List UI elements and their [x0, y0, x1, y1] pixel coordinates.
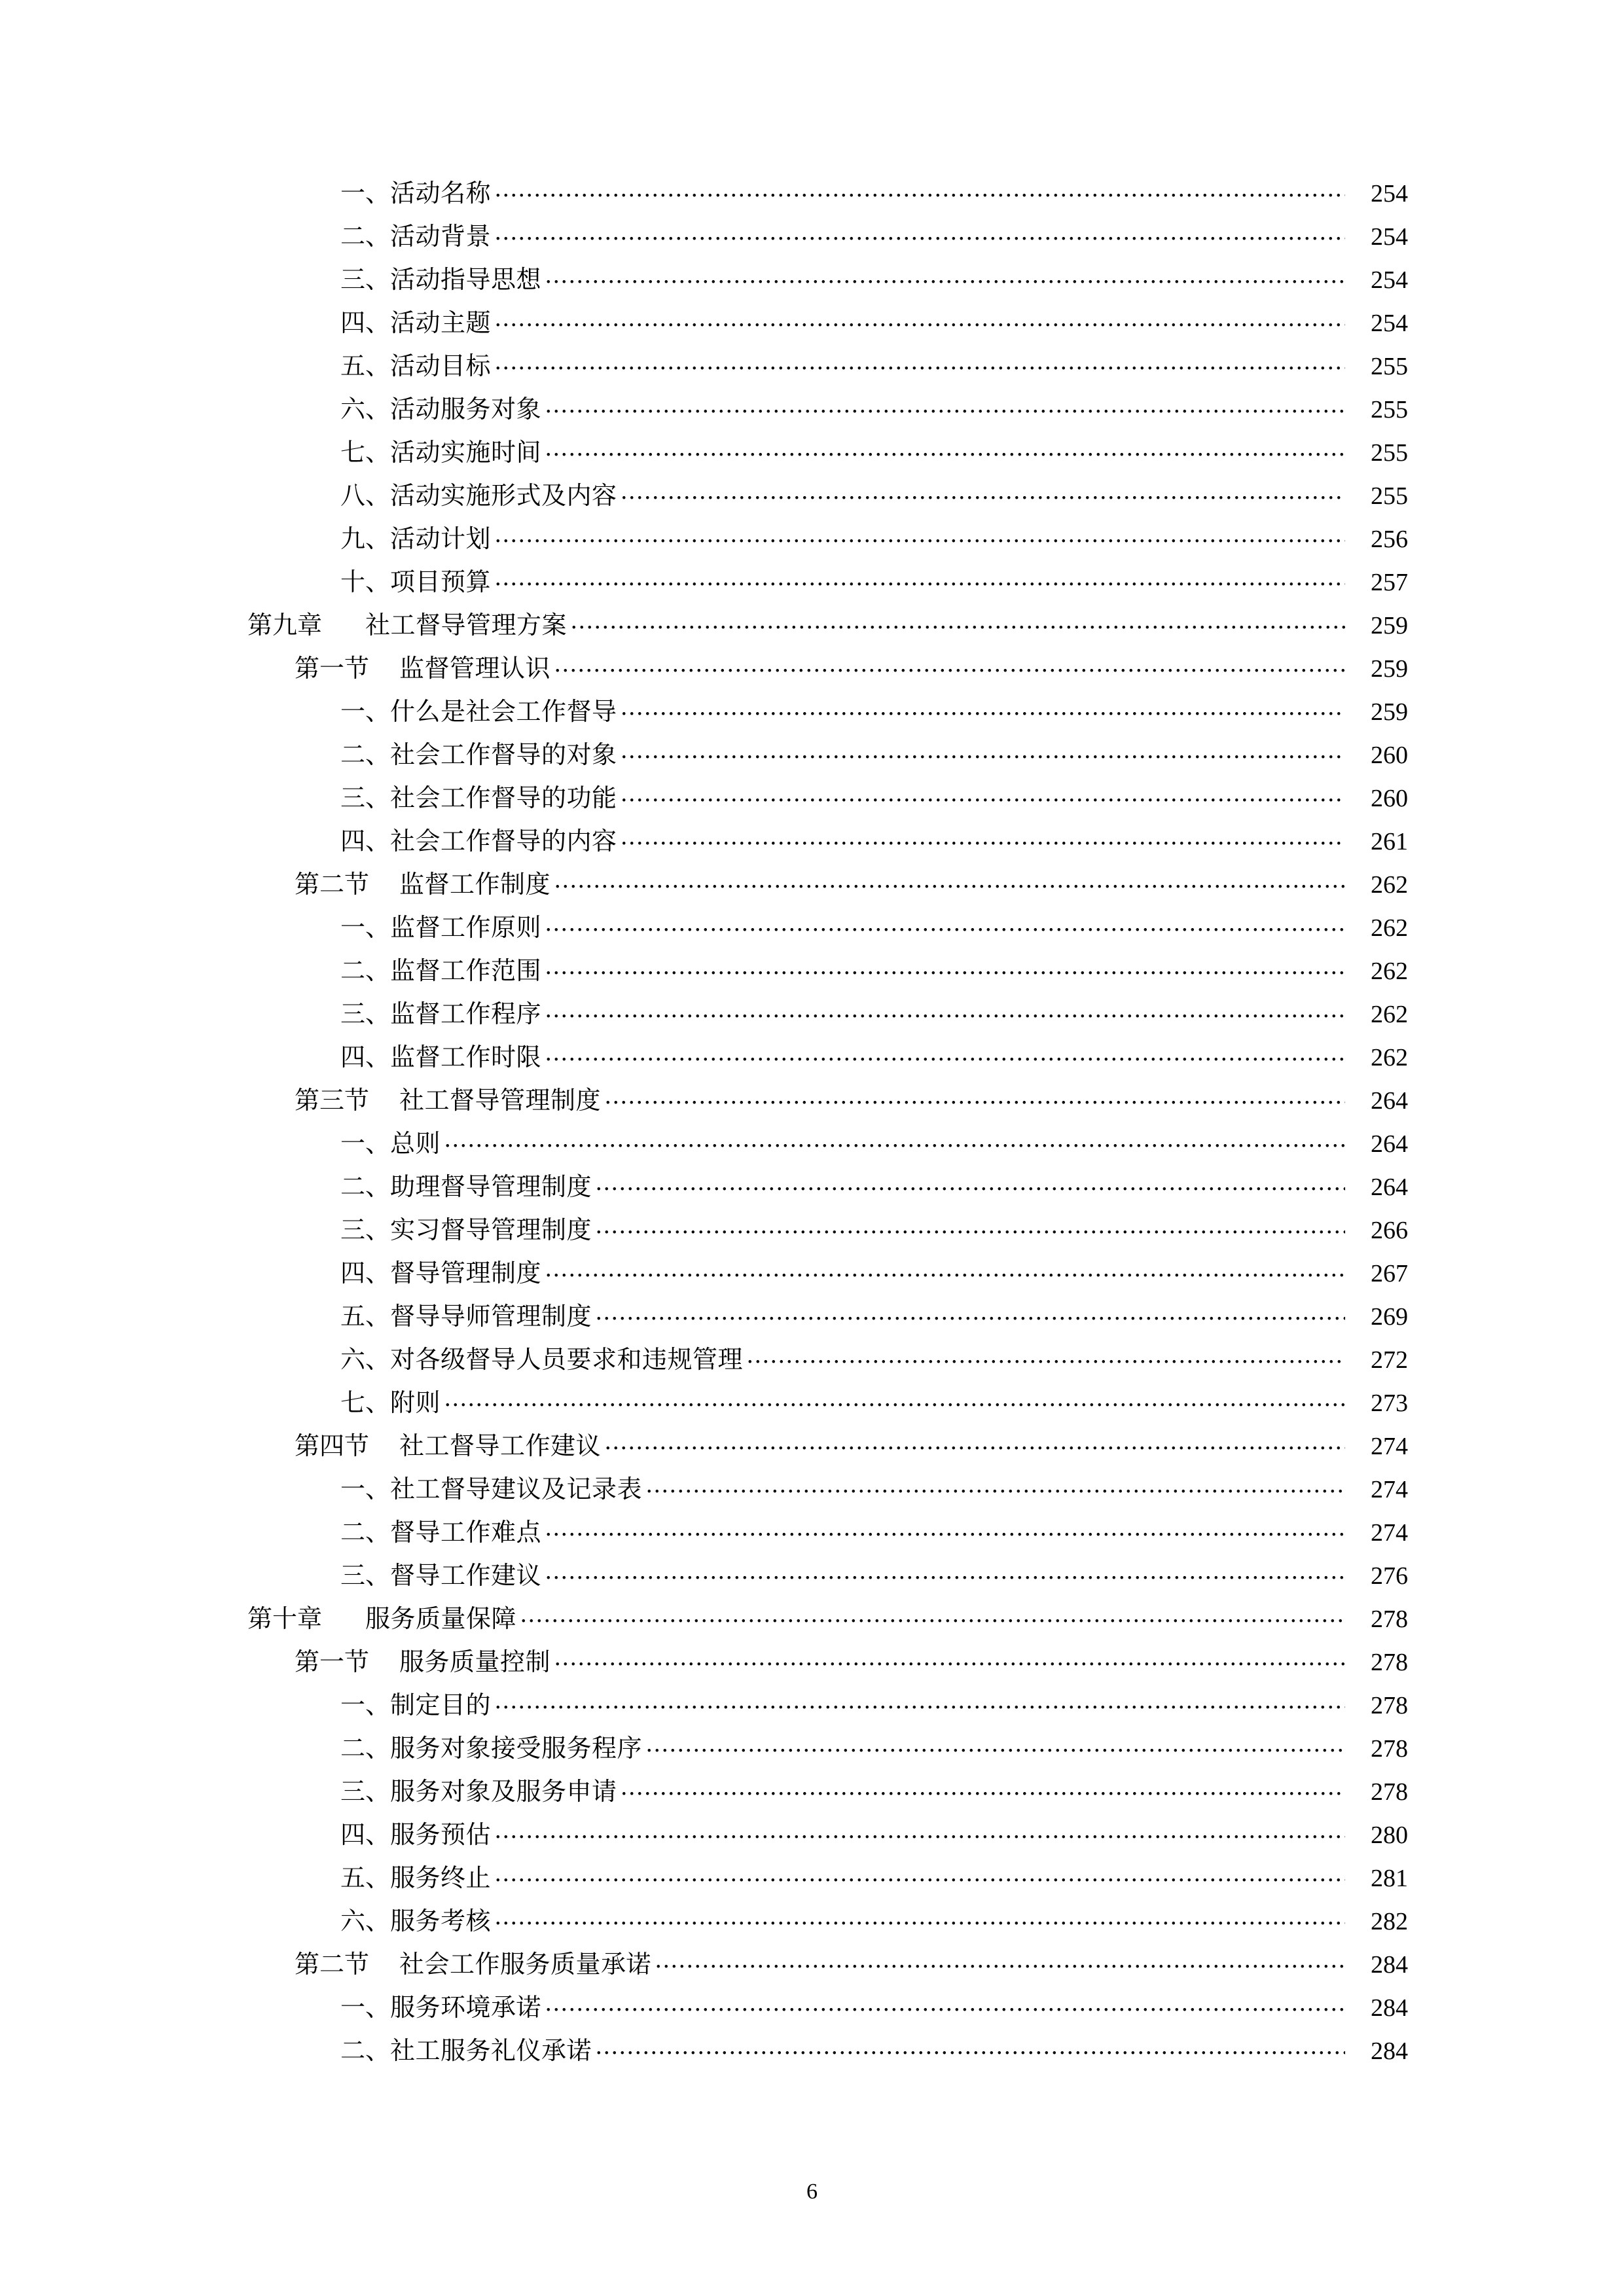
toc-entry[interactable] — [216, 1645, 1408, 1689]
toc-entry-page: 260 — [1371, 742, 1408, 769]
toc-entry[interactable] — [216, 997, 1408, 1041]
toc-entry-label: 活动目标 — [390, 353, 492, 380]
toc-entry[interactable] — [216, 868, 1408, 911]
toc-leader-dots — [621, 1775, 1345, 1800]
toc-entry-number: 九、 — [340, 526, 391, 553]
toc-leader-dots — [444, 1386, 1345, 1411]
toc-entry-number: 二、 — [340, 223, 391, 251]
toc-entry[interactable] — [216, 1732, 1408, 1775]
toc-entry-label: 活动背景 — [390, 223, 492, 251]
toc-entry-number: 六、 — [340, 396, 391, 423]
toc-entry-label: 什么是社会工作督导 — [390, 698, 617, 726]
toc-entry-page: 278 — [1371, 1735, 1408, 1763]
toc-entry[interactable] — [216, 695, 1408, 738]
toc-entry-number: 十、 — [340, 569, 391, 596]
toc-entry-label: 社工督导建议及记录表 — [390, 1476, 643, 1503]
toc-entry-label: 活动服务对象 — [390, 396, 542, 423]
toc-entry-page: 276 — [1371, 1562, 1408, 1590]
toc-leader-dots — [646, 1732, 1345, 1757]
toc-entry[interactable] — [216, 609, 1408, 652]
toc-entry-label: 服务预估 — [390, 1821, 492, 1849]
toc-leader-dots — [444, 1127, 1345, 1152]
toc-entry[interactable] — [216, 1386, 1408, 1429]
toc-entry-page: 264 — [1371, 1130, 1408, 1158]
toc-entry-number: 一、 — [340, 180, 391, 207]
toc-entry-number: 第二节 — [295, 1951, 370, 1979]
toc-entry-label: 服务环境承诺 — [390, 1994, 542, 2022]
toc-entry-page: 284 — [1371, 1951, 1408, 1979]
toc-leader-dots — [495, 306, 1345, 331]
toc-entry[interactable] — [216, 1429, 1408, 1473]
toc-leader-dots — [545, 1041, 1345, 1066]
toc-entry-number: 第一节 — [295, 1649, 370, 1676]
toc-entry[interactable] — [216, 1257, 1408, 1300]
toc-entry-label: 监督管理认识 — [399, 655, 551, 683]
toc-entry-label: 实习督导管理制度 — [390, 1217, 592, 1244]
toc-entry-page: 284 — [1371, 2037, 1408, 2065]
toc-entry-number: 一、 — [340, 698, 391, 726]
toc-leader-dots — [747, 1343, 1345, 1368]
toc-entry[interactable] — [216, 1991, 1408, 2034]
toc-entry-page: 266 — [1371, 1217, 1408, 1244]
toc-entry-page: 274 — [1371, 1519, 1408, 1547]
toc-entry-label: 活动名称 — [390, 180, 492, 207]
toc-leader-dots — [545, 263, 1345, 288]
toc-leader-dots — [520, 1602, 1345, 1627]
toc-entry-number: 三、 — [340, 1562, 391, 1590]
toc-entry-number: 四、 — [340, 1260, 391, 1287]
toc-entry[interactable] — [216, 954, 1408, 997]
toc-entry-label: 活动指导思想 — [390, 266, 542, 294]
toc-leader-dots — [596, 1213, 1345, 1238]
toc-leader-dots — [495, 1818, 1345, 1843]
toc-entry-label: 社会工作督导的功能 — [390, 785, 617, 812]
toc-entry-page: 262 — [1371, 1044, 1408, 1071]
toc-entry[interactable] — [216, 479, 1408, 522]
toc-entry-page: 267 — [1371, 1260, 1408, 1287]
toc-entry-number: 六、 — [340, 1346, 391, 1374]
toc-entry[interactable] — [216, 1948, 1408, 1991]
toc-entry-page: 281 — [1371, 1865, 1408, 1892]
toc-entry-page: 257 — [1371, 569, 1408, 596]
toc-entry-number: 七、 — [340, 439, 391, 467]
toc-leader-dots — [571, 609, 1345, 634]
toc-entry[interactable] — [216, 1559, 1408, 1602]
toc-entry[interactable] — [216, 1775, 1408, 1818]
toc-leader-dots — [495, 1689, 1345, 1713]
toc-entry[interactable] — [216, 738, 1408, 781]
toc-entry-page: 256 — [1371, 526, 1408, 553]
toc-entry-page: 260 — [1371, 785, 1408, 812]
toc-entry-label: 社工服务礼仪承诺 — [390, 2037, 592, 2065]
toc-leader-dots — [545, 1559, 1345, 1584]
toc-entry[interactable] — [216, 1473, 1408, 1516]
toc-entry[interactable] — [216, 350, 1408, 393]
toc-entry-page: 278 — [1371, 1649, 1408, 1676]
toc-leader-dots — [545, 911, 1345, 936]
toc-entry-label: 监督工作程序 — [390, 1001, 542, 1028]
toc-entry-label: 服务质量保障 — [365, 1605, 517, 1633]
toc-entry-label: 服务质量控制 — [399, 1649, 551, 1676]
toc-entry-page: 264 — [1371, 1174, 1408, 1201]
toc-entry[interactable] — [216, 1343, 1408, 1386]
toc-entry-page: 259 — [1371, 612, 1408, 639]
toc-entry[interactable] — [216, 652, 1408, 695]
toc-entry[interactable] — [216, 1905, 1408, 1948]
toc-entry-page: 273 — [1371, 1390, 1408, 1417]
toc-entry[interactable] — [216, 911, 1408, 954]
toc-entry-page: 278 — [1371, 1605, 1408, 1633]
toc-entry-page: 284 — [1371, 1994, 1408, 2022]
toc-entry-page: 254 — [1371, 310, 1408, 337]
toc-entry[interactable] — [216, 1041, 1408, 1084]
toc-leader-dots — [646, 1473, 1345, 1498]
toc-entry-page: 255 — [1371, 439, 1408, 467]
toc-entry-number: 五、 — [340, 1303, 391, 1331]
toc-leader-dots — [596, 1170, 1345, 1195]
toc-entry[interactable] — [216, 393, 1408, 436]
toc-entry-number: 三、 — [340, 1217, 391, 1244]
toc-entry-number: 一、 — [340, 1994, 391, 2022]
toc-entry-label: 社工督导管理制度 — [399, 1087, 602, 1115]
toc-entry-number: 七、 — [340, 1390, 391, 1417]
toc-entry-label: 制定目的 — [390, 1692, 492, 1719]
toc-entry[interactable] — [216, 1689, 1408, 1732]
toc-leader-dots — [554, 868, 1345, 893]
toc-entry-number: 第二节 — [295, 871, 370, 899]
toc-entry-label: 督导管理制度 — [390, 1260, 542, 1287]
toc-leader-dots — [554, 1645, 1345, 1670]
toc-entry[interactable] — [216, 1300, 1408, 1343]
toc-leader-dots — [545, 1257, 1345, 1282]
toc-entry[interactable] — [216, 220, 1408, 263]
toc-entry-page: 255 — [1371, 353, 1408, 380]
toc-entry-label: 项目预算 — [390, 569, 492, 596]
toc-entry-number: 五、 — [340, 353, 391, 380]
toc-entry[interactable] — [216, 306, 1408, 350]
toc-entry[interactable] — [216, 1602, 1408, 1645]
toc-entry-label: 活动主题 — [390, 310, 492, 337]
toc-entry-number: 二、 — [340, 1174, 391, 1201]
toc-entry-label: 监督工作范围 — [390, 958, 542, 985]
toc-leader-dots — [545, 997, 1345, 1022]
toc-entry-label: 服务对象接受服务程序 — [390, 1735, 643, 1763]
toc-entry[interactable] — [216, 1127, 1408, 1170]
toc-entry[interactable] — [216, 781, 1408, 825]
toc-entry-label: 社会工作督导的内容 — [390, 828, 617, 855]
toc-leader-dots — [495, 565, 1345, 590]
toc-entry-number: 二、 — [340, 742, 391, 769]
toc-entry-label: 社工督导工作建议 — [399, 1433, 602, 1460]
toc-leader-dots — [596, 1300, 1345, 1325]
toc-entry-number: 第三节 — [295, 1087, 370, 1115]
toc-entry-page: 259 — [1371, 655, 1408, 683]
toc-leader-dots — [545, 436, 1345, 461]
toc-entry-label: 督导导师管理制度 — [390, 1303, 592, 1331]
toc-leader-dots — [495, 177, 1345, 202]
toc-entry-page: 255 — [1371, 482, 1408, 510]
toc-entry-page: 274 — [1371, 1433, 1408, 1460]
toc-entry-number: 一、 — [340, 1692, 391, 1719]
toc-entry-number: 一、 — [340, 914, 391, 942]
toc-entry-number: 一、 — [340, 1476, 391, 1503]
toc-entry-page: 261 — [1371, 828, 1408, 855]
toc-entry-page: 254 — [1371, 180, 1408, 207]
toc-entry-label: 社会工作服务质量承诺 — [399, 1951, 652, 1979]
toc-entry-page: 262 — [1371, 1001, 1408, 1028]
toc-entry-label: 监督工作制度 — [399, 871, 551, 899]
toc-entry[interactable] — [216, 565, 1408, 609]
toc-entry-page: 259 — [1371, 698, 1408, 726]
toc-entry-page: 274 — [1371, 1476, 1408, 1503]
toc-leader-dots — [495, 522, 1345, 547]
toc-entry-number: 四、 — [340, 310, 391, 337]
toc-entry-page: 262 — [1371, 914, 1408, 942]
toc-leader-dots — [605, 1429, 1345, 1454]
toc-entry-label: 监督工作时限 — [390, 1044, 542, 1071]
toc-entry-number: 三、 — [340, 1001, 391, 1028]
toc-entry-label: 服务考核 — [390, 1908, 492, 1935]
toc-entry[interactable] — [216, 1084, 1408, 1127]
toc-entry-label: 活动计划 — [390, 526, 492, 553]
page-number-footer: 6 — [806, 2179, 818, 2204]
toc-entry-page: 282 — [1371, 1908, 1408, 1935]
toc-entry-label: 服务对象及服务申请 — [390, 1778, 617, 1806]
toc-entry-label: 监督工作原则 — [390, 914, 542, 942]
toc-entry-number: 三、 — [340, 785, 391, 812]
toc-entry-label: 对各级督导人员要求和违规管理 — [390, 1346, 744, 1374]
toc-entry-page: 262 — [1371, 958, 1408, 985]
toc-entry[interactable] — [216, 1516, 1408, 1559]
toc-leader-dots — [621, 479, 1345, 504]
toc-entry-number: 第九章 — [247, 612, 323, 639]
toc-entry-page: 262 — [1371, 871, 1408, 899]
toc-leader-dots — [596, 2034, 1345, 2059]
toc-leader-dots — [495, 1861, 1345, 1886]
toc-leader-dots — [495, 1905, 1345, 1929]
toc-entry[interactable] — [216, 263, 1408, 306]
toc-entry-label: 督导工作建议 — [390, 1562, 542, 1590]
toc-leader-dots — [545, 1516, 1345, 1541]
toc-entry-label: 服务终止 — [390, 1865, 492, 1892]
toc-entry-label: 活动实施形式及内容 — [390, 482, 617, 510]
toc-entry-page: 254 — [1371, 223, 1408, 251]
toc-leader-dots — [621, 781, 1345, 806]
toc-entry-label: 社会工作督导的对象 — [390, 742, 617, 769]
toc-entry[interactable] — [216, 1861, 1408, 1905]
toc-leader-dots — [655, 1948, 1345, 1973]
toc-entry-number: 二、 — [340, 1735, 391, 1763]
toc-entry-number: 二、 — [340, 2037, 391, 2065]
toc-entry-number: 四、 — [340, 1044, 391, 1071]
toc-entry[interactable] — [216, 436, 1408, 479]
table-of-contents — [216, 177, 1408, 2077]
toc-entry-number: 三、 — [340, 266, 391, 294]
toc-entry-number: 六、 — [340, 1908, 391, 1935]
toc-leader-dots — [621, 695, 1345, 720]
toc-entry[interactable] — [216, 522, 1408, 565]
toc-entry[interactable] — [216, 1170, 1408, 1213]
toc-leader-dots — [621, 825, 1345, 850]
toc-entry-page: 272 — [1371, 1346, 1408, 1374]
toc-entry-number: 四、 — [340, 828, 391, 855]
toc-entry-number: 第一节 — [295, 655, 370, 683]
toc-leader-dots — [545, 393, 1345, 418]
toc-leader-dots — [621, 738, 1345, 763]
toc-entry[interactable] — [216, 177, 1408, 220]
toc-leader-dots — [545, 954, 1345, 979]
toc-entry-number: 八、 — [340, 482, 391, 510]
toc-leader-dots — [495, 220, 1345, 245]
toc-entry-label: 总则 — [390, 1130, 441, 1158]
toc-entry-page: 278 — [1371, 1778, 1408, 1806]
toc-entry-page: 264 — [1371, 1087, 1408, 1115]
toc-leader-dots — [545, 1991, 1345, 2016]
toc-entry-page: 255 — [1371, 396, 1408, 423]
toc-entry-number: 第十章 — [247, 1605, 323, 1633]
toc-entry[interactable] — [216, 825, 1408, 868]
toc-entry[interactable] — [216, 1818, 1408, 1861]
toc-entry-label: 活动实施时间 — [390, 439, 542, 467]
toc-entry[interactable] — [216, 1213, 1408, 1257]
toc-entry-label: 督导工作难点 — [390, 1519, 542, 1547]
toc-entry-number: 第四节 — [295, 1433, 370, 1460]
toc-entry-number: 三、 — [340, 1778, 391, 1806]
toc-leader-dots — [605, 1084, 1345, 1109]
toc-entry[interactable] — [216, 2034, 1408, 2077]
toc-entry-page: 278 — [1371, 1692, 1408, 1719]
toc-entry-label: 附则 — [390, 1390, 441, 1417]
toc-entry-number: 五、 — [340, 1865, 391, 1892]
toc-entry-number: 四、 — [340, 1821, 391, 1849]
toc-leader-dots — [554, 652, 1345, 677]
toc-entry-page: 269 — [1371, 1303, 1408, 1331]
toc-entry-page: 254 — [1371, 266, 1408, 294]
toc-entry-label: 助理督导管理制度 — [390, 1174, 592, 1201]
toc-entry-label: 社工督导管理方案 — [365, 612, 568, 639]
toc-entry-page: 280 — [1371, 1821, 1408, 1849]
toc-leader-dots — [495, 350, 1345, 374]
toc-entry-number: 一、 — [340, 1130, 391, 1158]
toc-entry-number: 二、 — [340, 958, 391, 985]
toc-entry-number: 二、 — [340, 1519, 391, 1547]
